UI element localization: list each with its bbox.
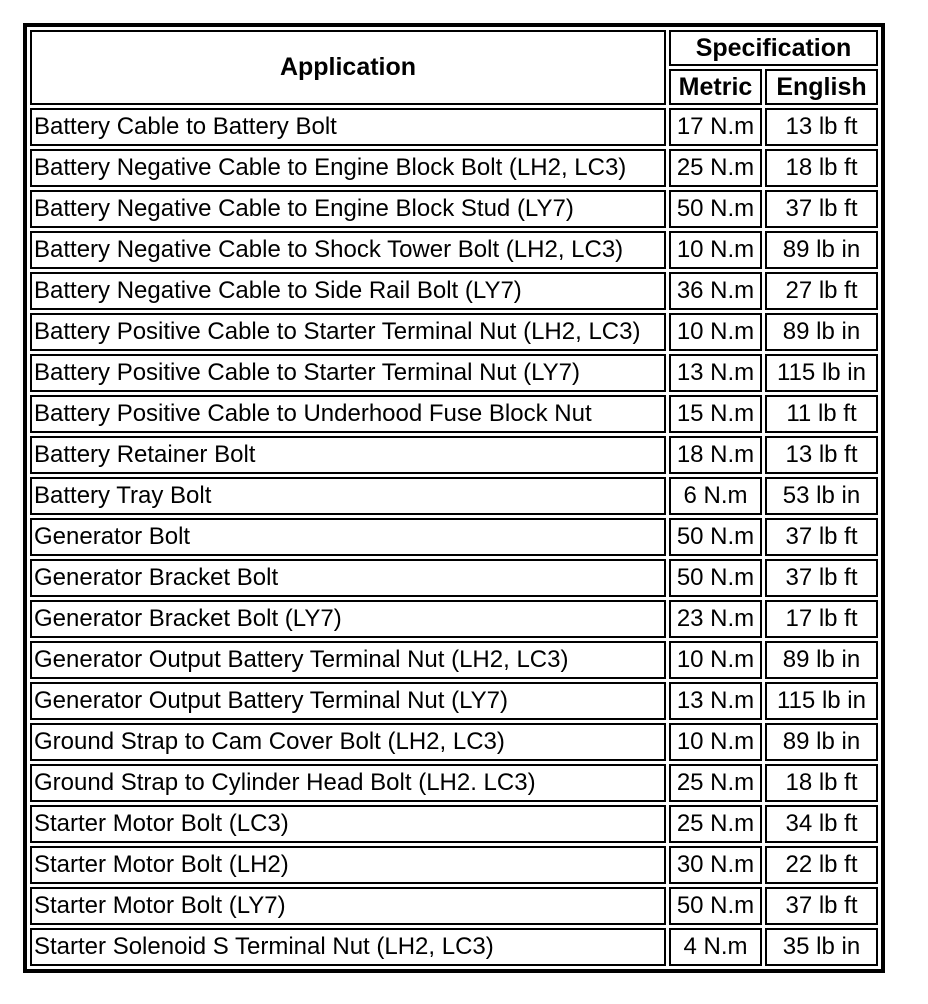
application-cell: Generator Output Battery Terminal Nut (LH2, LC3)	[30, 641, 666, 679]
table-row	[30, 190, 878, 228]
english-cell: 53 lb in	[765, 477, 878, 515]
application-cell: Starter Motor Bolt (LH2)	[30, 846, 666, 884]
table-row	[30, 682, 878, 720]
metric-cell: 50 N.m	[669, 190, 762, 228]
table-row	[30, 518, 878, 556]
torque-specifications-table	[23, 23, 885, 973]
table-row	[30, 641, 878, 679]
english-cell: 37 lb ft	[765, 887, 878, 925]
table-row	[30, 477, 878, 515]
application-cell: Battery Positive Cable to Starter Terminal Nut (LY7)	[30, 354, 666, 392]
metric-cell: 23 N.m	[669, 600, 762, 638]
metric-cell: 50 N.m	[669, 559, 762, 597]
table-row	[30, 231, 878, 269]
table-row	[30, 764, 878, 802]
table-row	[30, 272, 878, 310]
table-row	[30, 846, 878, 884]
metric-cell: 18 N.m	[669, 436, 762, 474]
application-cell: Generator Bracket Bolt	[30, 559, 666, 597]
english-cell: 37 lb ft	[765, 518, 878, 556]
metric-cell: 6 N.m	[669, 477, 762, 515]
application-cell: Starter Motor Bolt (LY7)	[30, 887, 666, 925]
table-row	[30, 928, 878, 966]
english-cell: 11 lb ft	[765, 395, 878, 433]
metric-cell: 13 N.m	[669, 682, 762, 720]
table-row	[30, 436, 878, 474]
application-cell: Battery Negative Cable to Side Rail Bolt (LY7)	[30, 272, 666, 310]
english-cell: 22 lb ft	[765, 846, 878, 884]
metric-cell: 25 N.m	[669, 149, 762, 187]
metric-cell: 50 N.m	[669, 887, 762, 925]
metric-cell: 10 N.m	[669, 313, 762, 351]
application-cell: Ground Strap to Cylinder Head Bolt (LH2. LC3)	[30, 764, 666, 802]
application-cell: Battery Retainer Bolt	[30, 436, 666, 474]
english-cell: 115 lb in	[765, 354, 878, 392]
table-row	[30, 805, 878, 843]
application-cell: Generator Bracket Bolt (LY7)	[30, 600, 666, 638]
metric-cell: 4 N.m	[669, 928, 762, 966]
table-row	[30, 395, 878, 433]
english-cell: 37 lb ft	[765, 559, 878, 597]
english-cell: 13 lb ft	[765, 436, 878, 474]
metric-cell: 17 N.m	[669, 108, 762, 146]
metric-cell: 10 N.m	[669, 641, 762, 679]
table-header	[30, 30, 878, 105]
column-header-metric: Metric	[669, 69, 762, 105]
application-cell: Ground Strap to Cam Cover Bolt (LH2, LC3)	[30, 723, 666, 761]
application-cell: Battery Positive Cable to Starter Terminal Nut (LH2, LC3)	[30, 313, 666, 351]
table-row	[30, 108, 878, 146]
application-cell: Battery Negative Cable to Engine Block Bolt (LH2, LC3)	[30, 149, 666, 187]
application-cell: Starter Motor Bolt (LC3)	[30, 805, 666, 843]
column-header-english: English	[765, 69, 878, 105]
metric-cell: 25 N.m	[669, 805, 762, 843]
application-cell: Battery Tray Bolt	[30, 477, 666, 515]
metric-cell: 10 N.m	[669, 231, 762, 269]
english-cell: 18 lb ft	[765, 764, 878, 802]
metric-cell: 13 N.m	[669, 354, 762, 392]
metric-cell: 10 N.m	[669, 723, 762, 761]
english-cell: 35 lb in	[765, 928, 878, 966]
metric-cell: 15 N.m	[669, 395, 762, 433]
metric-cell: 25 N.m	[669, 764, 762, 802]
english-cell: 37 lb ft	[765, 190, 878, 228]
english-cell: 89 lb in	[765, 313, 878, 351]
english-cell: 89 lb in	[765, 641, 878, 679]
english-cell: 115 lb in	[765, 682, 878, 720]
english-cell: 34 lb ft	[765, 805, 878, 843]
english-cell: 89 lb in	[765, 723, 878, 761]
table-row	[30, 723, 878, 761]
application-cell: Battery Positive Cable to Underhood Fuse Block Nut	[30, 395, 666, 433]
english-cell: 27 lb ft	[765, 272, 878, 310]
metric-cell: 36 N.m	[669, 272, 762, 310]
table-row	[30, 887, 878, 925]
table-body	[30, 108, 878, 966]
metric-cell: 30 N.m	[669, 846, 762, 884]
metric-cell: 50 N.m	[669, 518, 762, 556]
application-cell: Battery Cable to Battery Bolt	[30, 108, 666, 146]
english-cell: 18 lb ft	[765, 149, 878, 187]
application-cell: Battery Negative Cable to Shock Tower Bolt (LH2, LC3)	[30, 231, 666, 269]
application-cell: Battery Negative Cable to Engine Block Stud (LY7)	[30, 190, 666, 228]
header-row-top	[30, 30, 878, 66]
english-cell: 17 lb ft	[765, 600, 878, 638]
table-row	[30, 600, 878, 638]
english-cell: 13 lb ft	[765, 108, 878, 146]
application-cell: Starter Solenoid S Terminal Nut (LH2, LC3)	[30, 928, 666, 966]
english-cell: 89 lb in	[765, 231, 878, 269]
application-cell: Generator Output Battery Terminal Nut (LY7)	[30, 682, 666, 720]
table-row	[30, 559, 878, 597]
table-row	[30, 149, 878, 187]
column-header-specification: Specification	[669, 30, 878, 66]
table-row	[30, 354, 878, 392]
application-cell: Generator Bolt	[30, 518, 666, 556]
table-row	[30, 313, 878, 351]
column-header-application: Application	[30, 30, 666, 105]
